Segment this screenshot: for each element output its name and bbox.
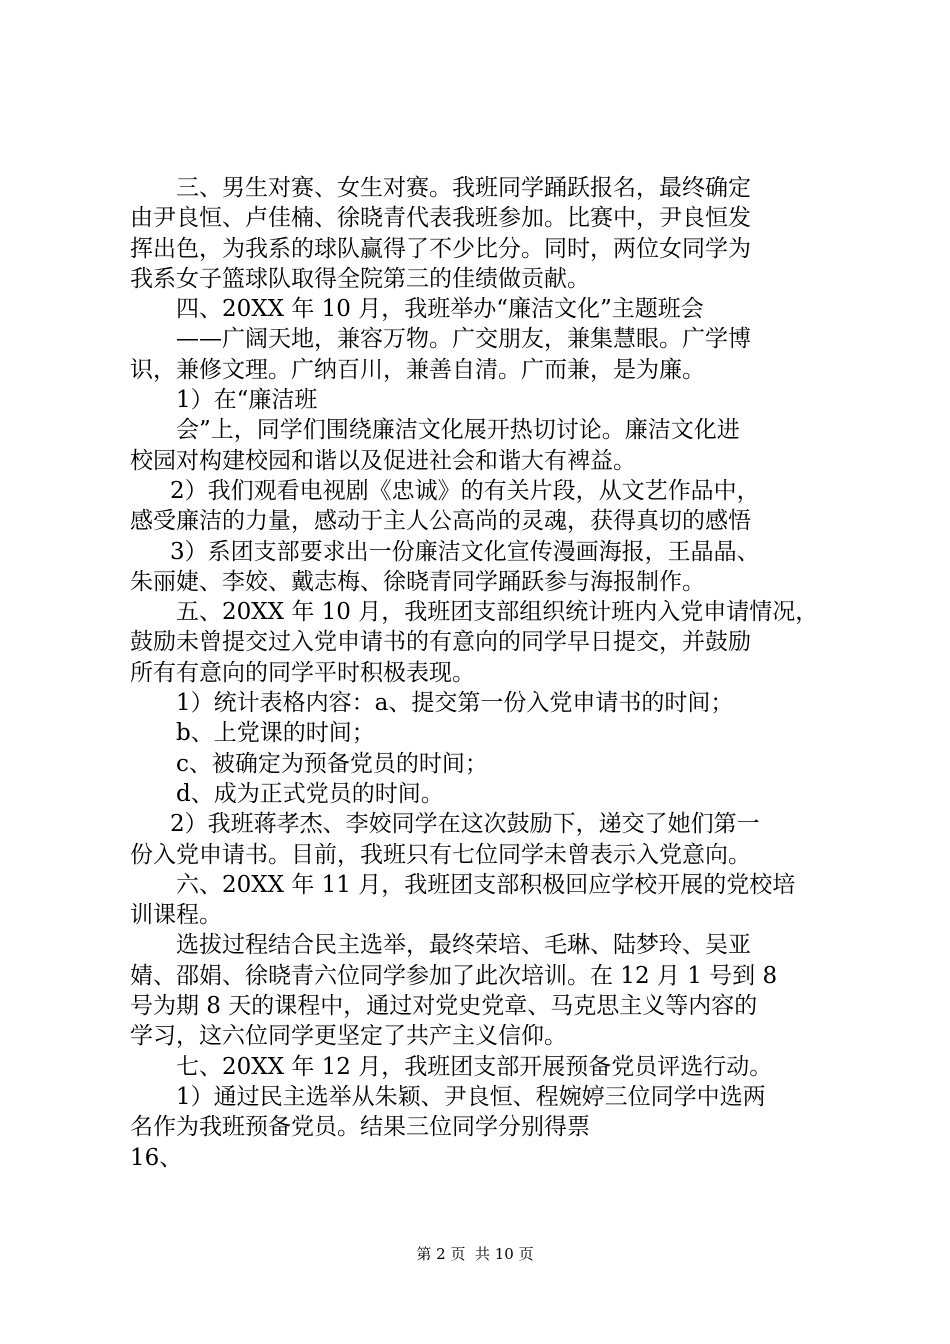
paragraph-line: 识，兼修文理。广纳百川，兼善自清。广而兼，是为廉。 xyxy=(130,356,705,383)
paragraph-line: ——广阔天地，兼容万物。广交朋友，兼集慧眼。广学博 xyxy=(176,326,751,353)
paragraph-line: 所有有意向的同学平时积极表现。 xyxy=(130,659,475,686)
list-item-line: 1）通过民主选举从朱颖、尹良恒、程婉婷三位同学中选两 xyxy=(176,1083,766,1110)
list-item-line: c、被确定为预备党员的时间； xyxy=(176,750,488,777)
list-item-line: d、成为正式党员的时间。 xyxy=(176,780,444,807)
paragraph-line: 由尹良恒、卢佳楠、徐晓青代表我班参加。比赛中，尹良恒发 xyxy=(130,205,751,232)
paragraph-line: 学习，这六位同学更坚定了共产主义信仰。 xyxy=(130,1023,567,1050)
list-item-line: 2）我们观看电视剧《忠诚》的有关片段，从文艺作品中， xyxy=(170,477,760,504)
list-item-line: b、上党课的时间； xyxy=(176,720,375,747)
paragraph-line: 名作为我班预备党员。结果三位同学分别得票 xyxy=(130,1114,590,1141)
paragraph-line: 训课程。 xyxy=(130,902,222,929)
section-heading-line: 七、20XX 年 12 月，我班团支部开展预备党员评选行动。 xyxy=(176,1053,773,1080)
paragraph-line: 份入党申请书。目前，我班只有七位同学未曾表示入党意向。 xyxy=(130,841,751,868)
list-item-line: 2）我班蒋孝杰、李姣同学在这次鼓励下，递交了她们第一 xyxy=(170,811,760,838)
section-heading-line: 五、20XX 年 10 月，我班团支部组织统计班内入党申请情况， xyxy=(176,599,819,626)
paragraph-line: 号为期 8 天的课程中，通过对党史党章、马克思主义等内容的 xyxy=(130,993,758,1020)
list-item-line: 1）统计表格内容：a、提交第一份入党申请书的时间； xyxy=(176,690,734,717)
paragraph-line: 16、 xyxy=(130,1144,183,1171)
paragraph-line: 婧、邵娟、徐晓青六位同学参加了此次培训。在 12 月 1 号到 8 xyxy=(130,962,778,989)
list-item-line: 3）系团支部要求出一份廉洁文化宣传漫画海报，王晶晶、 xyxy=(170,538,760,565)
page-number-footer: 第 2 页 共 10 页 xyxy=(416,1245,534,1263)
paragraph-line: 校园对构建校园和谐以及促进社会和谐大有裨益。 xyxy=(130,447,636,474)
paragraph-line: 感受廉洁的力量，感动于主人公高尚的灵魂，获得真切的感悟 xyxy=(130,508,751,535)
document-body xyxy=(130,173,830,1173)
paragraph-line: 鼓励未曾提交过入党申请书的有意向的同学早日提交，并鼓励 xyxy=(130,629,751,656)
paragraph-line: 挥出色，为我系的球队赢得了不少比分。同时，两位女同学为 xyxy=(130,235,751,262)
paragraph-line: 三、男生对赛、女生对赛。我班同学踊跃报名，最终确定 xyxy=(176,175,751,201)
paragraph-line: 会”上，同学们围绕廉洁文化展开热切讨论。廉洁文化进 xyxy=(176,417,740,444)
section-heading-line: 六、20XX 年 11 月，我班团支部积极回应学校开展的党校培 xyxy=(176,871,796,898)
section-heading-line: 四、20XX 年 10 月，我班举办“廉洁文化”主题班会 xyxy=(176,296,704,323)
paragraph-line: 选拔过程结合民主选举，最终荣培、毛琳、陆梦玲、吴亚 xyxy=(176,932,751,959)
paragraph-line: 我系女子篮球队取得全院第三的佳绩做贡献。 xyxy=(130,265,590,292)
paragraph-line: 朱丽婕、李姣、戴志梅、徐晓青同学踊跃参与海报制作。 xyxy=(130,568,705,595)
list-item-line: 1）在“廉洁班 xyxy=(176,387,318,414)
